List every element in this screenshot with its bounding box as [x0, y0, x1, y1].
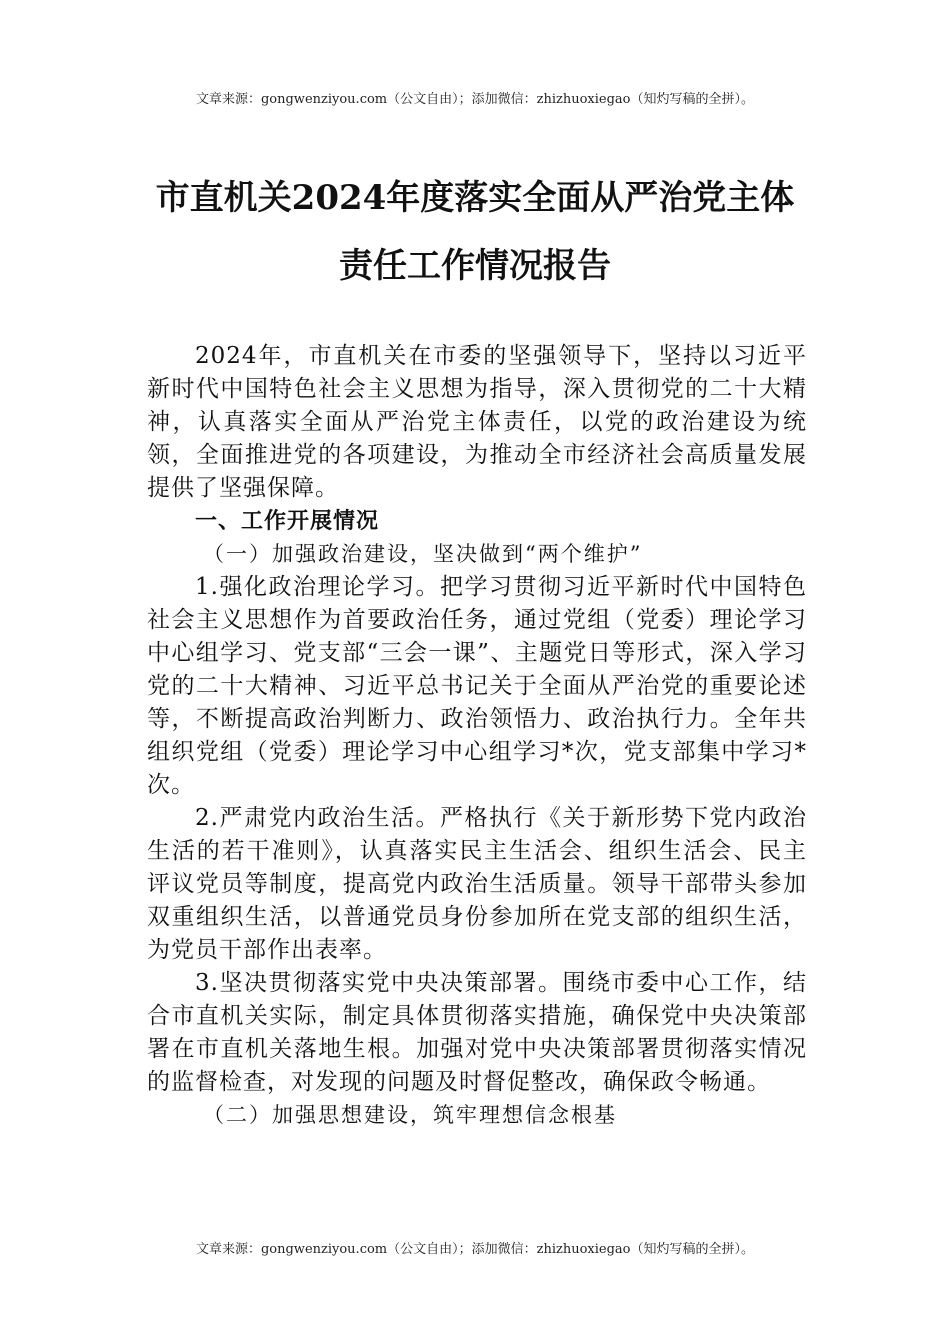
subsection-heading-1: （一）加强政治建设，坚决做到“两个维护”: [203, 542, 643, 566]
item-paragraph-2: 2.严肃党内政治生活。严格执行《关于新形势下党内政治生活的若干准则》，认真落实民主生活会、组织生活会、民主评议党员等制度，提高党内政治生活质量。领导干部带头参加双重组织生活，以普通党员身份参加所在党支部的组织生活，为党员干部作出表率。: [147, 805, 807, 963]
item-paragraph-1: 1.强化政治理论学习。把学习贯彻习近平新时代中国特色社会主义思想作为首要政治任务，通过党组（党委）理论学习中心组学习、党支部“三会一课”、主题党日等形式，深入学习党的二十大精神、习近平总书记关于全面从严治党的重要论述等，不断提高政治判断力、政治领悟力、政治执行力。全年共组织党组（党委）理论学习中心组学习*次，党支部集中学习*次。: [147, 574, 807, 798]
document-body: [147, 340, 807, 1132]
item-paragraph-3: 3.坚决贯彻落实党中央决策部署。围绕市委中心工作，结合市直机关实际，制定具体贯彻落实措施，确保党中央决策部署在市直机关落地生根。加强对党中央决策部署贯彻落实情况的监督检查，对发现的问题及时督促整改，确保政令畅通。: [147, 970, 807, 1095]
page-footer: 文章来源：gongwenziyou.com（公文自由）；添加微信：zhizhuoxiegao（知灼写稿的全拼）。: [195, 1242, 755, 1257]
section-heading-1: 一、工作开展情况: [195, 509, 380, 534]
subsection-heading-2: （二）加强思想建设，筑牢理想信念根基: [203, 1103, 617, 1127]
document-title-line-1: 市直机关2024年度落实全面从严治党主体: [155, 178, 795, 218]
intro-paragraph: 2024年，市直机关在市委的坚强领导下，坚持以习近平新时代中国特色社会主义思想为指导，深入贯彻党的二十大精神，认真落实全面从严治党主体责任，以党的政治建设为统领，全面推进党的各项建设，为推动全市经济社会高质量发展提供了坚强保障。: [147, 343, 807, 501]
page-header: 文章来源：gongwenziyou.com（公文自由）；添加微信：zhizhuoxiegao（知灼写稿的全拼）。: [195, 92, 755, 107]
document-title-line-2: 责任工作情况报告: [339, 246, 611, 286]
